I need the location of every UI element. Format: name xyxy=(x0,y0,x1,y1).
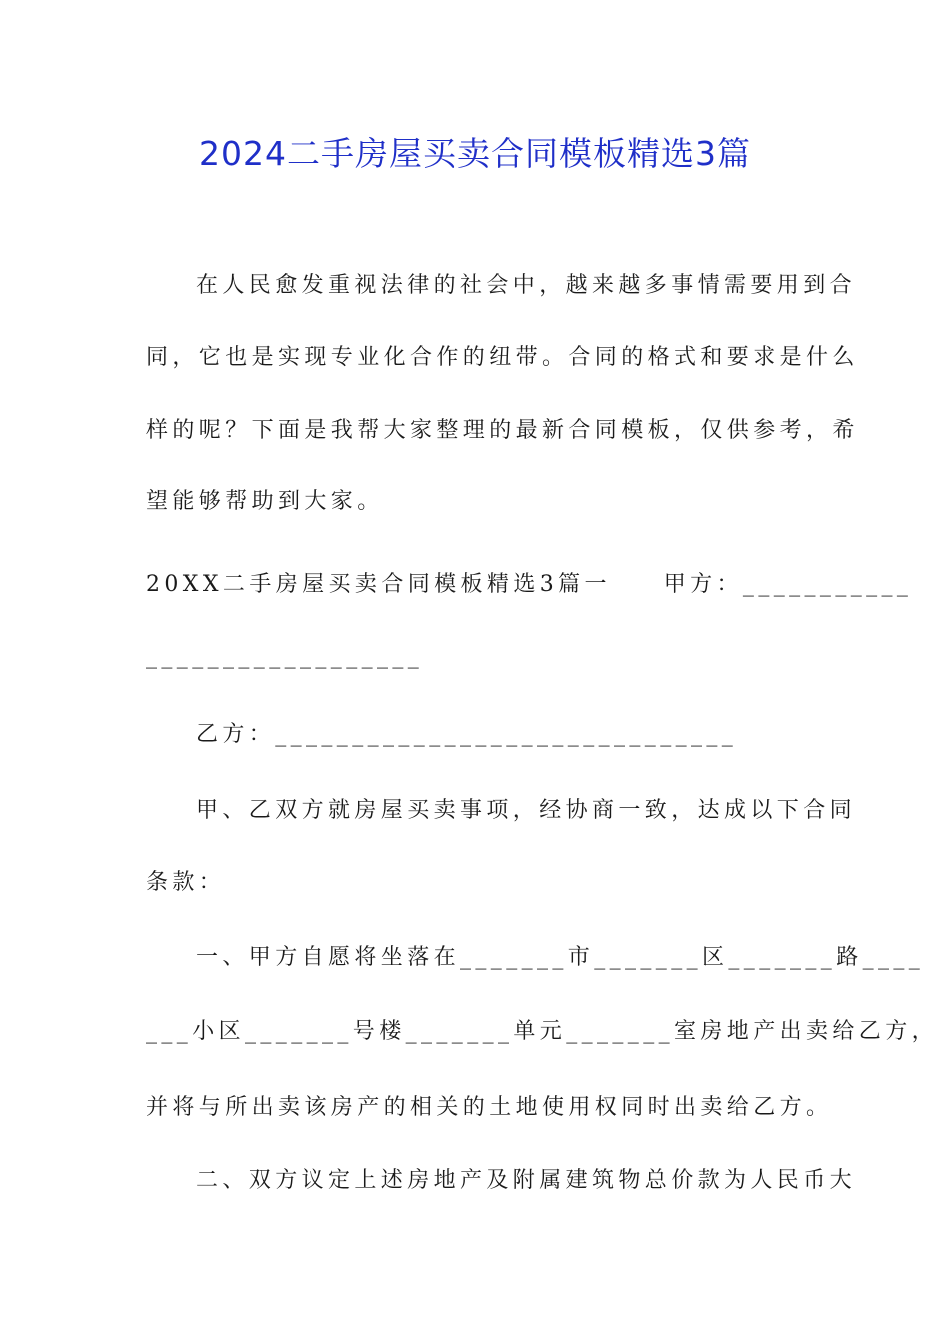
paragraph-line: 条款： xyxy=(146,870,226,895)
paragraph-line: 同，它也是实现专业化合作的纽带。合同的格式和要求是什么 xyxy=(146,345,859,370)
paragraph-line: 样的呢？下面是我帮大家整理的最新合同模板，仅供参考，希 xyxy=(146,418,859,443)
clause-line: 一、甲方自愿将坐落在_______市_______区_______路____ xyxy=(196,945,925,970)
party-b-line: 乙方：______________________________ xyxy=(196,722,738,747)
paragraph-line: 望能够帮助到大家。 xyxy=(146,489,384,514)
blank-line: __________________ xyxy=(146,644,424,669)
clause-line: 并将与所出卖该房产的相关的土地使用权同时出卖给乙方。 xyxy=(146,1095,833,1120)
paragraph-line: 甲、乙双方就房屋买卖事项，经协商一致，达成以下合同 xyxy=(196,798,857,823)
clause-line: ___小区_______号楼_______单元_______室房地产出卖给乙方， xyxy=(146,1019,939,1044)
clause-line: 二、双方议定上述房地产及附属建筑物总价款为人民币大 xyxy=(196,1168,857,1193)
document-title: 2024二手房屋买卖合同模板精选3篇 xyxy=(199,134,751,173)
paragraph-line: 在人民愈发重视法律的社会中，越来越多事情需要用到合 xyxy=(196,273,857,298)
section-heading-line: 20XX二手房屋买卖合同模板精选3篇一 甲方：___________ xyxy=(146,572,913,597)
